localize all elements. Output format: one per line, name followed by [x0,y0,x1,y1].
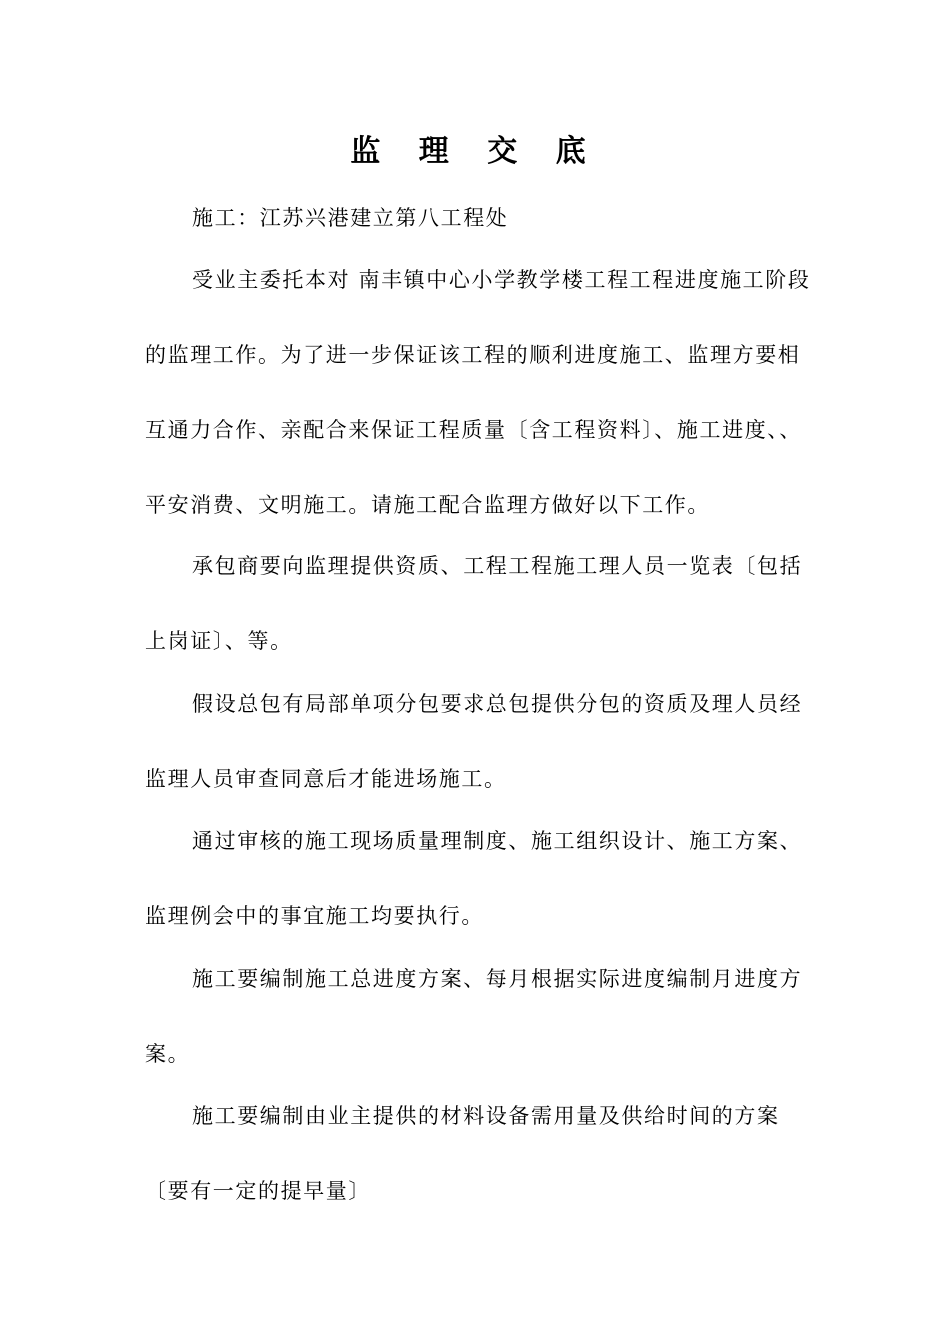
paragraph-line: 监理例会中的事宜施工均要执行。 [145,904,484,928]
paragraph-line: 〔要有一定的提早量〕 [145,1179,371,1203]
contractor-line: 施工：江苏兴港建立第八工程处 [192,206,509,230]
paragraph-line: 平安消费、文明施工。请施工配合监理方做好以下工作。 [145,493,710,517]
paragraph-line: 受业主委托本对 南丰镇中心小学教学楼工程工程进度施工阶段 [192,268,811,292]
paragraph-line: 承包商要向监理提供资质、工程工程施工理人员一览表〔包括 [192,554,803,578]
paragraph-line: 施工要编制施工总进度方案、每月根据实际进度编制月进度方 [192,967,803,991]
document-title: 监 理 交 底 [350,134,600,169]
paragraph-line: 的监理工作。为了进一步保证该工程的顺利进度施工、监理方要相 [145,343,801,367]
paragraph-line: 上岗证〕、等。 [145,629,293,653]
paragraph-line: 互通力合作、亲配合来保证工程质量〔含工程资料〕、施工进度、、 [145,418,802,442]
paragraph-line: 通过审核的施工现场质量理制度、施工组织设计、施工方案、 [192,829,803,853]
paragraph-line: 假设总包有局部单项分包要求总包提供分包的资质及理人员经 [192,692,803,716]
paragraph-line: 监理人员审查同意后才能进场施工。 [145,767,507,791]
paragraph-line: 施工要编制由业主提供的材料设备需用量及供给时间的方案 [192,1104,780,1128]
paragraph-line: 案。 [145,1042,191,1066]
